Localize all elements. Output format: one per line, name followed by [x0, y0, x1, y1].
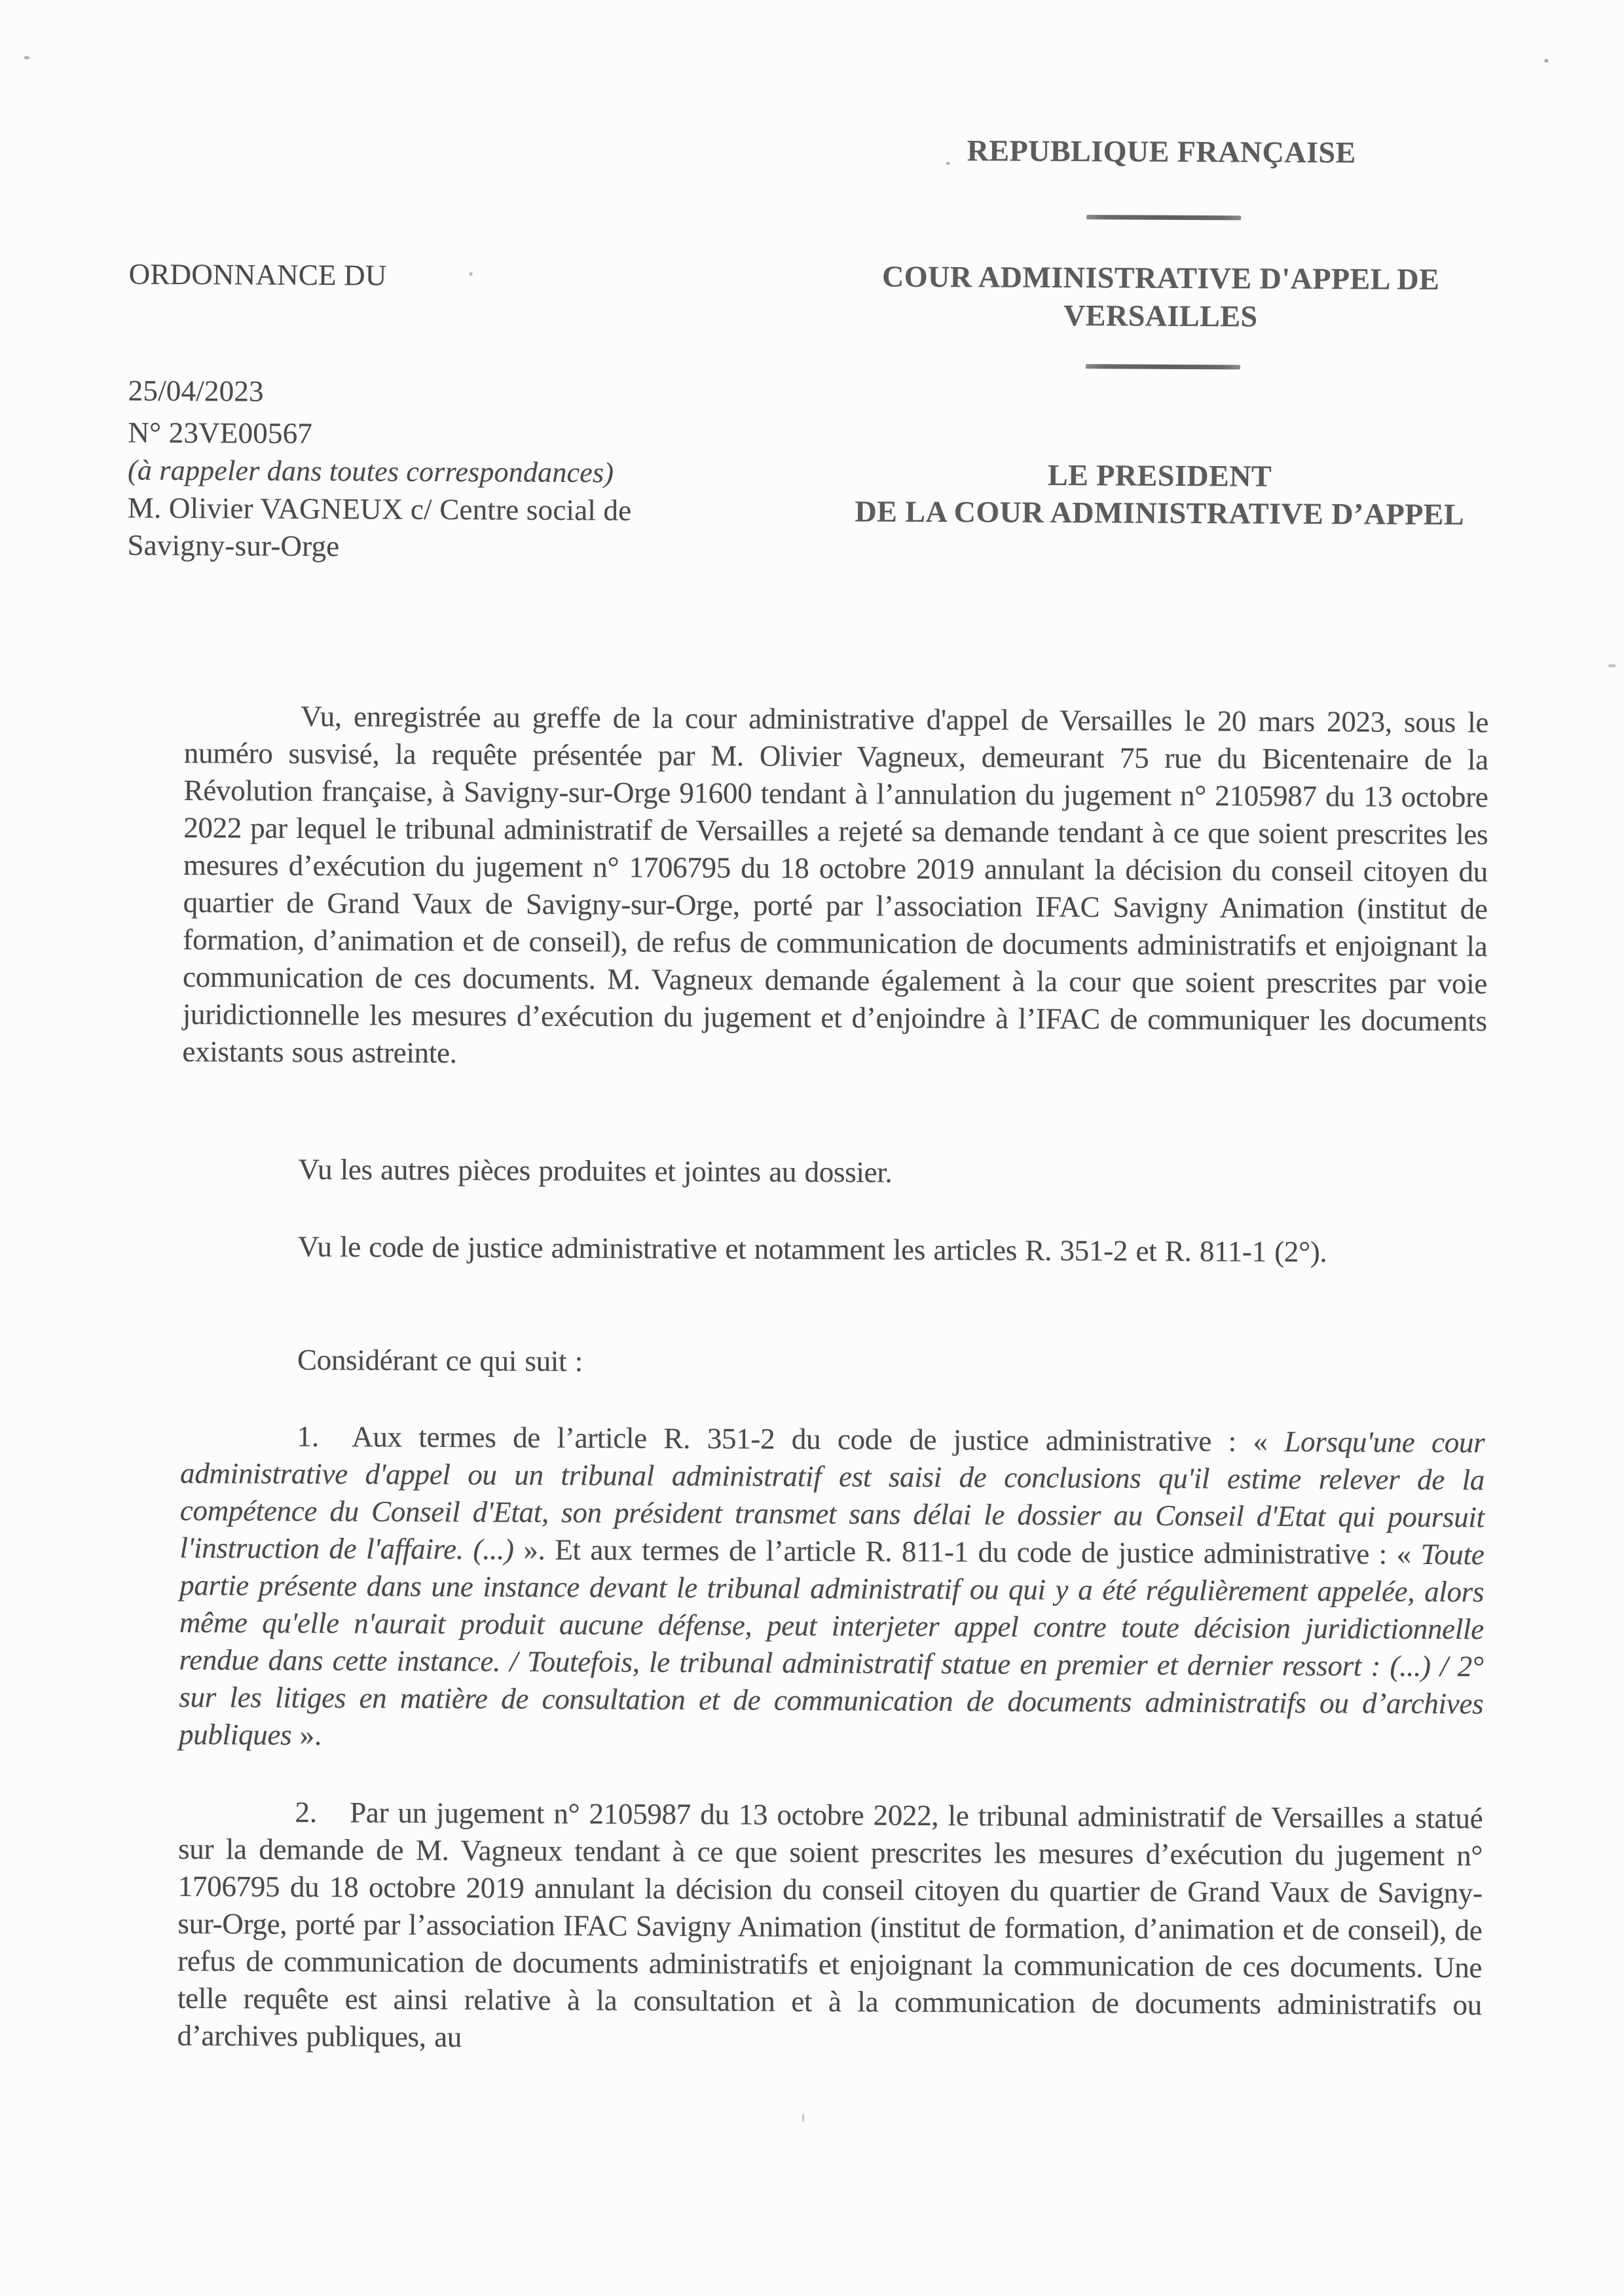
top-divider-line [1086, 215, 1241, 220]
point-1-number: 1. [297, 1419, 320, 1453]
point-1-end-text: ». [291, 1718, 322, 1752]
court-title-line-1: COUR ADMINISTRATIVE D'APPEL DE [881, 259, 1440, 296]
scan-speck [1544, 59, 1548, 63]
scan-speck [1608, 664, 1616, 667]
point-2-number: 2. [295, 1795, 318, 1829]
legal-quote-article-r811-1: Toute partie présente dans une instance devant le tribunal administratif ou qui y a été régulièrement appelée, alors même qu'elle n'aurait produit aucune défense, peut interjeter appel contre toute décision juridictionnelle rendue dans cette instance. / Toutefois, le tribunal administratif statue en premier et dernier ressort : (...) / 2° sur les litiges en matière de consultation et de communication de documents administratifs ou d’archives publiques [178, 1537, 1485, 1751]
ordonnance-label: ORDONNANCE DU [128, 257, 387, 292]
legal-quote-article-r351-2: Lorsqu'une cour administrative d'appel ou un tribunal administratif est saisi de conclusions qu'il estime relever de la compétence du Conseil d'Etat, son président transmet sans délai le dossier au Conseil d'Etat qui poursuit l'instruction de l'affaire. (...) [179, 1425, 1485, 1566]
visa-pieces-line: Vu les autres pièces produites et jointes au dossier. [298, 1152, 893, 1189]
scan-speck [470, 272, 473, 276]
point-1-mid-text: ». Et aux termes de l’article R. 811-1 du code de justice administrative : « [513, 1533, 1421, 1571]
point-2-text: Par un jugement n° 2105987 du 13 octobre 2022, le tribunal administratif de Versailles a statué sur la demande de M. Vagneux tendant à ce que soient prescrites les mesures d’exécution du jugement n° 1706795 du 18 octobre 2019 annulant la décision du conseil citoyen du quartier de Grand Vaux de Savigny-sur-Orge, porté par l’association IFAC Savigny Animation (institut de formation, d’animation et de conseil), de refus de communication de documents administratifs et enjoignant la communication de ces documents. Une telle requête est ainsi relative à la consultation et à la communication de documents administratifs ou d’archives publiques, au [177, 1796, 1483, 2054]
point-2-paragraph [177, 1793, 1483, 2061]
considerant-heading: Considérant ce qui suit : [297, 1343, 583, 1378]
middle-divider-line [1086, 364, 1240, 369]
president-title-line-2: DE LA COUR ADMINISTRATIVE D’APPEL [855, 494, 1465, 532]
correspondence-note: (à rappeler dans toutes correspondances) [127, 454, 614, 489]
ordonnance-date: 25/04/2023 [128, 374, 264, 408]
scan-speck [24, 56, 29, 60]
republic-title: REPUBLIQUE FRANÇAISE [967, 134, 1356, 170]
court-title [826, 257, 1495, 337]
point-1-intro-text: Aux termes de l’article R. 351-2 du code de justice administrative : « [352, 1420, 1285, 1458]
president-title-line-1: LE PRESIDENT [1047, 458, 1272, 493]
visa-code-line: Vu le code de justice administrative et notamment les articles R. 351-2 et R. 811-1 (2°). [297, 1230, 1327, 1269]
parties-line-2: Savigny-sur-Orge [127, 528, 340, 563]
parties-line-1: M. Olivier VAGNEUX c/ Centre social de [127, 491, 632, 527]
president-title [826, 455, 1494, 533]
scan-speck [946, 162, 950, 165]
court-title-line-2: VERSAILLES [1063, 298, 1258, 333]
point-1-paragraph [179, 1417, 1485, 1760]
scan-speck [802, 2113, 804, 2123]
case-number: N° 23VE00567 [128, 416, 313, 450]
visa-requete-paragraph: Vu, enregistrée au greffe de la cour administrative d'appel de Versailles le 20 mars 2023, sous le numéro susvisé, la requête présentée par M. Olivier Vagneux, demeurant 75 rue du Bicentenaire de la Révolution française, à Savigny-sur-Orge 91600 tendant à l’annulation du jugement n° 2105987 du 13 octobre 2022 par lequel le tribunal administratif de Versailles a rejeté sa demande tendant à ce que soient prescrites les mesures d’exécution du jugement n° 1706795 du 18 octobre 2019 annulant la décision du conseil citoyen du quartier de Grand Vaux de Savigny-sur-Orge, porté par l’association IFAC Savigny Animation (institut de formation, d’animation et de conseil), de refus de communication de documents administratifs et enjoignant la communication de ces documents. M. Vagneux demande également à la cour que soient prescrites par voie juridictionnelle les mesures d’exécution du jugement et d’enjoindre à l’IFAC de communiquer les documents existants sous astreinte. [182, 699, 1489, 1070]
